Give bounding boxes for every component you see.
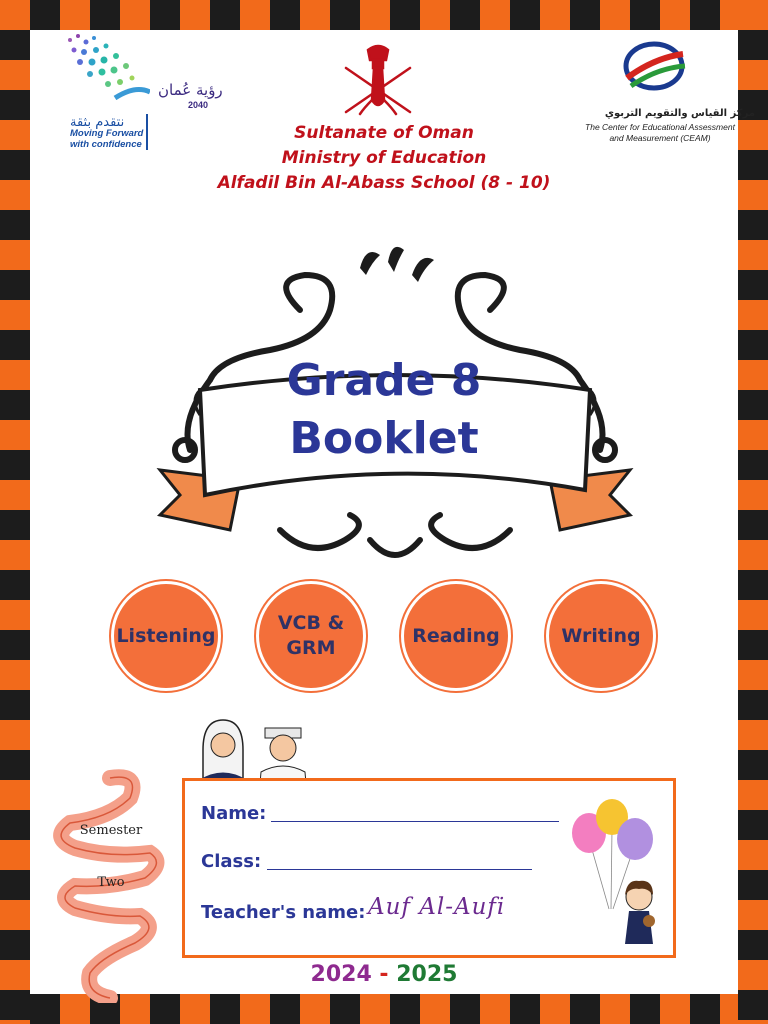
border-left (0, 0, 30, 1024)
vision-arabic-title: رؤية عُمان (158, 81, 223, 99)
start-year: 2024 (310, 962, 372, 987)
ceam-english-name-1: The Center for Educational Assessment (585, 122, 735, 132)
teacher-name-value: Auf Al-Aufi (368, 894, 506, 920)
girl-with-balloons-illustration (567, 799, 667, 949)
name-label: Name: (201, 803, 267, 824)
border-top (0, 0, 768, 30)
vision-english-slogan-2: with confidence (70, 139, 142, 150)
student-info-box (182, 778, 676, 958)
semester-label: Semester (79, 823, 143, 838)
year-dash: - (371, 962, 397, 987)
vision-swirl-icon (60, 30, 150, 100)
ministry-name: Ministry of Education (281, 148, 487, 168)
semester-number: Two (97, 875, 125, 890)
skill-vocabulary-grammar (259, 584, 363, 688)
skill-label: Writing (561, 624, 641, 647)
border-right (738, 0, 768, 1024)
vision-english-slogan-1: Moving Forward (70, 128, 144, 139)
vision-year: 2040 (188, 100, 209, 110)
skill-writing (549, 584, 653, 688)
school-name: Alfadil Bin Al-Abass School (8 - 10) (217, 173, 551, 193)
academic-years (30, 962, 738, 987)
vision-arabic-slogan: نتقدم بثقة (70, 115, 125, 130)
teacher-label: Teacher's name: (201, 902, 366, 923)
oman-emblem-icon (338, 40, 418, 120)
name-field[interactable] (271, 821, 559, 822)
country-name: Sultanate of Oman (294, 123, 474, 143)
booklet-title-grade: Grade 8 (286, 355, 482, 406)
class-label: Class: (201, 851, 262, 872)
booklet-title-booklet: Booklet (289, 413, 479, 464)
skill-label: Listening (116, 624, 216, 647)
skill-label: Reading (412, 624, 500, 647)
skill-label: VCB & GRM (277, 612, 345, 659)
ceam-english-name-2: and Measurement (CEAM) (609, 133, 711, 143)
skill-listening (114, 584, 218, 688)
end-year: 2025 (396, 962, 458, 987)
skill-reading (404, 584, 508, 688)
ceam-arabic-name: مركز القياس والتقويم التربوي (604, 108, 755, 119)
class-field[interactable] (267, 869, 532, 870)
cover-page (30, 30, 755, 994)
ceam-globe-icon (619, 38, 689, 98)
